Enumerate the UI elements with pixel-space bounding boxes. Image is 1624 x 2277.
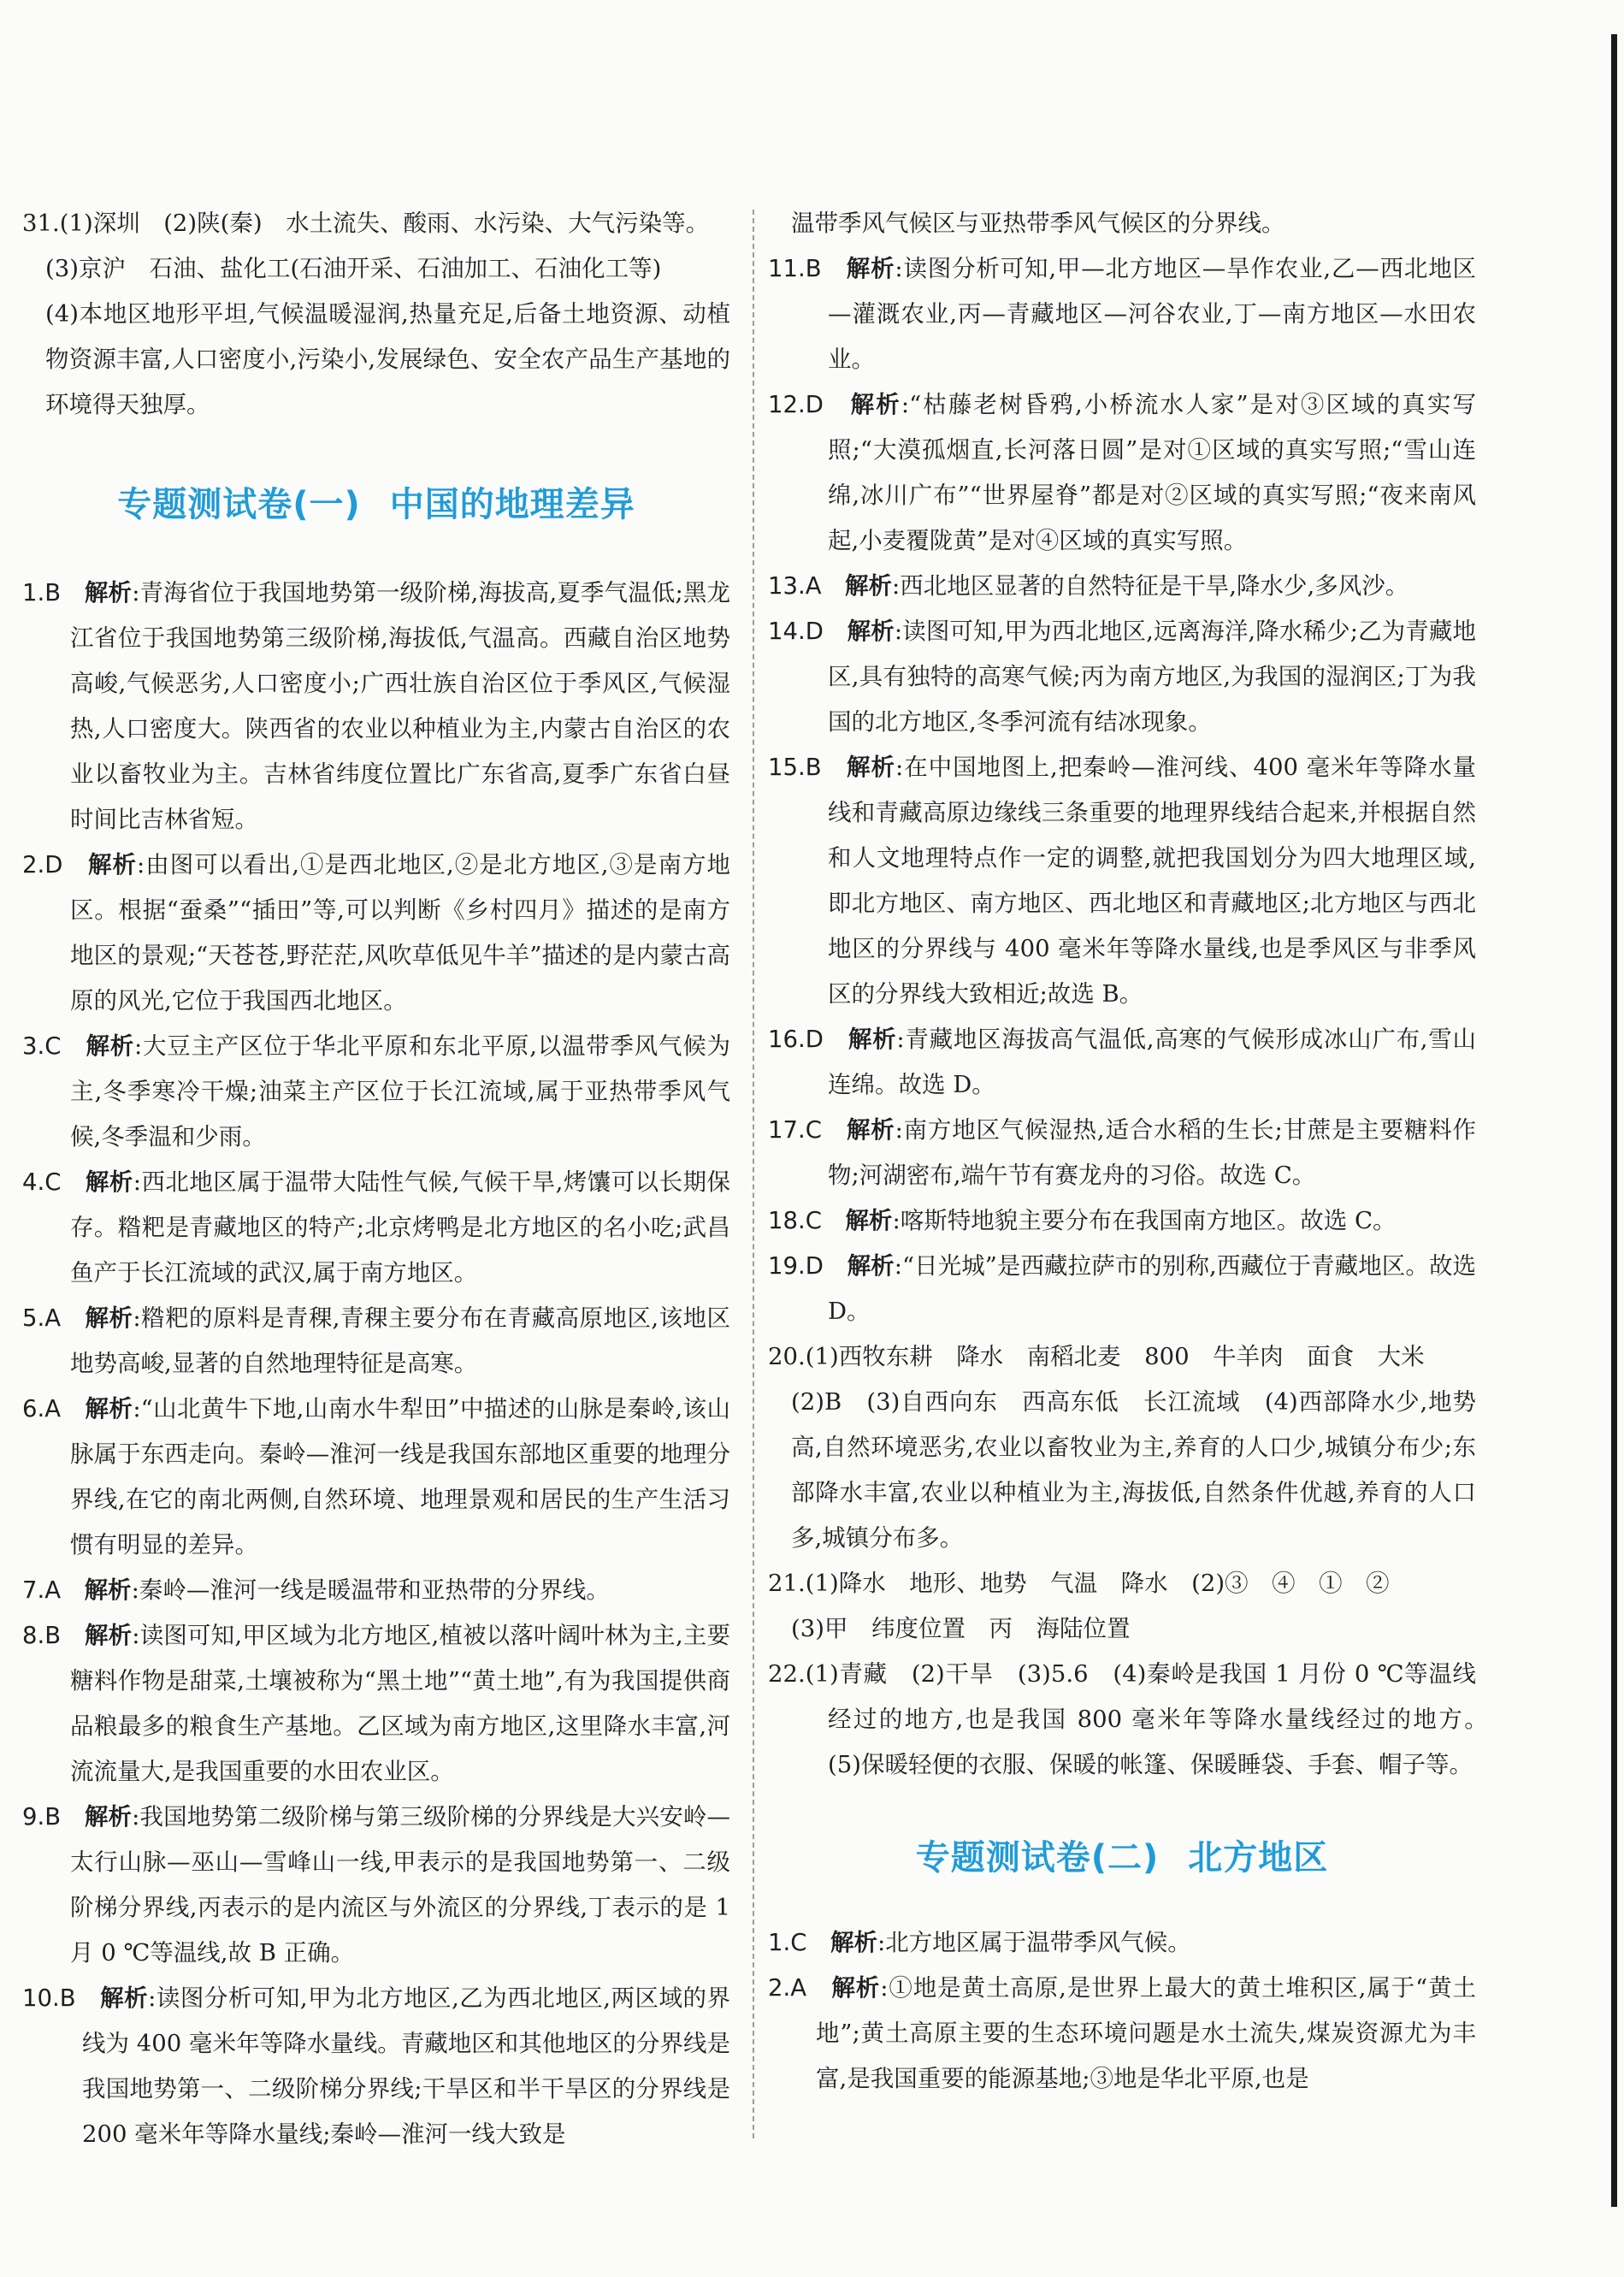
answer-number: 9.B: [22, 1803, 62, 1830]
analysis-label: 解析: [86, 1032, 135, 1060]
answer-text: :读图分析可知,甲为北方地区,乙为西北地区,两区域的界线为 400 毫米年等降水量线。青藏地区和其他地区的分界线是我国地势第一、二级阶梯分界线;干旱区和半干旱区的分界线是 200 毫米年等降水量线;秦岭—淮河一线大致是: [82, 1984, 731, 2148]
answer-text: :我国地势第二级阶梯与第三级阶梯的分界线是大兴安岭—太行山脉—巫山—雪峰山一线,甲表示的是我国地势第一、二级阶梯分界线,丙表示的是内流区与外流区的分界线,丁表示的是 1 月 0 ℃等温线,故 B 正确。: [70, 1803, 730, 1966]
answer-text: :青藏地区海拔高气温低,高寒的气候形成冰山广布,雪山连绵。故选 D。: [828, 1026, 1477, 1098]
answer-text: :在中国地图上,把秦岭—淮河线、400 毫米年等降水量线和青藏高原边缘线三条重要的地理界线结合起来,并根据自然和人文地理特点作一定的调整,就把我国划分为四大地理区域,即北方地区、南方地区、西北地区和青藏地区;北方地区与西北地区的分界线与 400 毫米年等降水量线,也是季风区与非季风区的分界线大致相近;故选 B。: [828, 754, 1476, 1008]
analysis-label: 解析: [850, 391, 901, 418]
answer-number: 10.B: [22, 1984, 76, 2012]
answer-text: :读图分析可知,甲—北方地区—旱作农业,乙—西北地区—灌溉农业,丙—青藏地区—河谷农业,丁—南方地区—水田农业。: [828, 255, 1477, 373]
answer-22: 22.(1)青藏 (2)干旱 (3)5.6 (4)秦岭是我国 1 月份 0 ℃等温线经过的地方,也是我国 800 毫米年等降水量线经过的地方。 (5)保暖轻便的衣服、保暖的帐篷、保暖睡袋、手套、帽子等。: [768, 1660, 1500, 1778]
analysis-label: 解析: [100, 1984, 149, 2012]
answer-text: :“山北黄牛下地,山南水牛犁田”中描述的山脉是秦岭,该山脉属于东西走向。秦岭—淮河一线是我国东部地区重要的地理分界线,在它的南北两侧,自然环境、地理景观和居民的生产生活习惯有明显的差异。: [70, 1395, 730, 1558]
analysis-label: 解析: [84, 579, 133, 606]
s2-answer-item-2: [768, 1966, 1476, 2102]
answer-number: 3.C: [22, 1032, 62, 1060]
answer-text: :读图可知,甲区域为北方地区,植被以落叶阔叶林为主,主要糖料作物是甜菜,土壤被称为“黑土地”“黄土地”,有为我国提供商品粮最多的粮食生产基地。乙区域为南方地区,这里降水丰富,河流流量大,是我国重要的水田农业区。: [70, 1622, 731, 1785]
analysis-label: 解析: [831, 1974, 881, 2002]
section-heading-1: [22, 477, 730, 526]
answer-21-line2: (3)甲 纬度位置 丙 海陆位置: [791, 1615, 1131, 1642]
answer-number: 12.D: [768, 391, 824, 418]
answer-number: 16.D: [768, 1026, 824, 1053]
answer-number: 2.A: [768, 1974, 807, 2002]
answer-number: 15.B: [768, 754, 822, 781]
answer-item-18: [768, 1198, 1476, 1244]
analysis-label: 解析: [85, 1304, 133, 1332]
answer-item-12: [768, 382, 1476, 564]
answer-text: :北方地区属于温带季风气候。: [877, 1929, 1191, 1956]
left-column: [22, 201, 730, 2157]
page-edge-bar: [1611, 34, 1617, 2207]
answer-number: 7.A: [22, 1576, 62, 1604]
answer-item-4: [22, 1160, 730, 1296]
section-heading-1-number: 专题测试卷(一): [117, 485, 361, 524]
answer-text: :“枯藤老树昏鸦,小桥流水人家”是对③区域的真实写照;“大漠孤烟直,长河落日圆”是对①区域的真实写照;“雪山连绵,冰川广布”“世界屋脊”都是对②区域的真实写照;“夜来南风起,小麦覆陇黄”是对④区域的真实写照。: [828, 391, 1476, 554]
answer-item-6: [22, 1387, 730, 1568]
answer-item-9: [22, 1795, 730, 1976]
answer-number: 1.C: [768, 1929, 807, 1956]
answer-21-line1: 21.(1)降水 地形、地势 气温 降水 (2)③ ④ ① ②: [768, 1570, 1390, 1597]
q31-line2: (3)京沪 石油、盐化工(石油开采、石油加工、石油化工等): [45, 255, 662, 282]
analysis-label: 解析: [85, 1168, 133, 1196]
section-heading-2-title: 北方地区: [1188, 1838, 1329, 1878]
analysis-label: 解析: [845, 1207, 893, 1234]
answer-text: :西北地区属于温带大陆性气候,气候干旱,烤馕可以长期保存。糌粑是青藏地区的特产;北京烤鸭是北方地区的名小吃;武昌鱼产于长江流域的武汉,属于南方地区。: [70, 1168, 731, 1286]
answer-text: :糌粑的原料是青稞,青稞主要分布在青藏高原地区,该地区地势高峻,显著的自然地理特征是高寒。: [70, 1304, 731, 1377]
analysis-label: 解析: [847, 1026, 897, 1053]
answer-item-1: [22, 571, 730, 843]
answer-item-5: [22, 1296, 730, 1387]
answer-item-8: [22, 1613, 730, 1795]
answer-number: 5.A: [22, 1304, 62, 1332]
answer-number: 2.D: [22, 851, 63, 878]
answer-number: 6.A: [22, 1395, 62, 1422]
section-heading-2: [768, 1830, 1476, 1879]
answer-item-2: [22, 843, 730, 1024]
answer-20-line2: (2)B (3)自西向东 西高东低 长江流域 (4)西部降水少,地势高,自然环境恶劣,农业以畜牧业为主,养育的人口少,城镇分布少;东部降水丰富,农业以种植业为主,海拔低,自然条件优越,养育的人口多,城镇分布多。: [791, 1388, 1476, 1552]
q31-line3: (4)本地区地形平坦,气候温暖湿润,热量充足,后备土地资源、动植物资源丰富,人口密度小,污染小,发展绿色、安全农产品生产基地的环境得天独厚。: [45, 300, 730, 418]
answer-item-15: [768, 745, 1476, 1017]
answer-number: 1.B: [22, 579, 62, 606]
answer-number: 18.C: [768, 1207, 822, 1234]
answer-item-13: [768, 564, 1476, 609]
answer-text: :秦岭—淮河一线是暖温带和亚热带的分界线。: [131, 1576, 610, 1604]
answer-text: :南方地区气候湿热,适合水稻的生长;甘蔗是主要糖料作物;河湖密布,端午节有赛龙舟的习俗。故选 C。: [828, 1116, 1477, 1189]
section-heading-2-number: 专题测试卷(二): [915, 1838, 1160, 1878]
answer-20-line1: 20.(1)西牧东耕 降水 南稻北麦 800 牛羊肉 面食 大米: [768, 1343, 1425, 1370]
answer-text: :读图可知,甲为西北地区,远离海洋,降水稀少;乙为青藏地区,具有独特的高寒气候;丙为南方地区,为我国的湿润区;丁为我国的北方地区,冬季河流有结冰现象。: [828, 618, 1476, 736]
answer-number: 13.A: [768, 572, 822, 600]
answer-number: 14.D: [768, 618, 824, 645]
answer-item-10: [22, 1976, 730, 2157]
answer-text: :大豆主产区位于华北平原和东北平原,以温带季风气候为主,冬季寒冷干燥;油菜主产区位于长江流域,属于亚热带季风气候,冬季温和少雨。: [70, 1032, 731, 1150]
answer-text: :由图可以看出,①是西北地区,②是北方地区,③是南方地区。根据“蚕桑”“插田”等,可以判断《乡村四月》描述的是南方地区的景观;“天苍苍,野茫茫,风吹草低见牛羊”描述的是内蒙古高原的风光,它位于我国西北地区。: [70, 851, 731, 1014]
answer-item-14: [768, 609, 1476, 745]
analysis-label: 解析: [84, 1622, 133, 1649]
q31-line1: 31.(1)深圳 (2)陕(秦) 水土流失、酸雨、水污染、大气污染等。: [22, 210, 710, 237]
analysis-label: 解析: [845, 572, 893, 600]
analysis-label: 解析: [846, 255, 895, 282]
section-heading-1-title: 中国的地理差异: [389, 485, 635, 524]
column-divider: [753, 210, 754, 2138]
answer-number: 11.B: [768, 255, 822, 282]
analysis-label: 解析: [847, 754, 895, 781]
answer-text: :西北地区显著的自然特征是干旱,降水少,多风沙。: [892, 572, 1409, 600]
answer-text: :喀斯特地貌主要分布在我国南方地区。故选 C。: [892, 1207, 1397, 1234]
answer-number: 4.C: [22, 1168, 62, 1196]
answer-item-17: [768, 1108, 1476, 1198]
analysis-label: 解析: [847, 1116, 895, 1144]
analysis-label: 解析: [830, 1929, 877, 1956]
analysis-label: 解析: [87, 851, 137, 878]
answer-text: :①地是黄土高原,是世界上最大的黄土堆积区,属于“黄土地”;黄土高原主要的生态环境问题是水土流失,煤炭资源尤为丰富,是我国重要的能源基地;③地是华北平原,也是: [816, 1974, 1477, 2092]
answer-number: 17.C: [768, 1116, 822, 1144]
answer-text: :“日光城”是西藏拉萨市的别称,西藏位于青藏地区。故选 D。: [828, 1252, 1477, 1325]
answer-item-19: [768, 1244, 1476, 1334]
answer-item-16: [768, 1017, 1476, 1108]
answer-item-7: [22, 1568, 730, 1613]
answer-text: :青海省位于我国地势第一级阶梯,海拔高,夏季气温低;黑龙江省位于我国地势第三级阶梯,海拔低,气温高。西藏自治区地势高峻,气候恶劣,人口密度小;广西壮族自治区位于季风区,气候湿热,人口密度大。陕西省的农业以种植业为主,内蒙古自治区的农业以畜牧业为主。吉林省纬度位置比广东省高,夏季广东省白昼时间比吉林省短。: [70, 579, 731, 833]
answer-number: 19.D: [768, 1252, 824, 1280]
analysis-label: 解析: [847, 1252, 895, 1280]
answer-number: 8.B: [22, 1622, 62, 1649]
analysis-label: 解析: [84, 1576, 132, 1604]
right-column: [768, 201, 1500, 2102]
answer-10-continuation: 温带季风气候区与亚热带季风气候区的分界线。: [791, 210, 1285, 237]
answer-item-11: [768, 246, 1476, 382]
analysis-label: 解析: [85, 1395, 133, 1422]
analysis-label: 解析: [847, 618, 895, 645]
s2-answer-item-1: [768, 1920, 1476, 1966]
answer-item-3: [22, 1024, 730, 1160]
analysis-label: 解析: [84, 1803, 133, 1830]
